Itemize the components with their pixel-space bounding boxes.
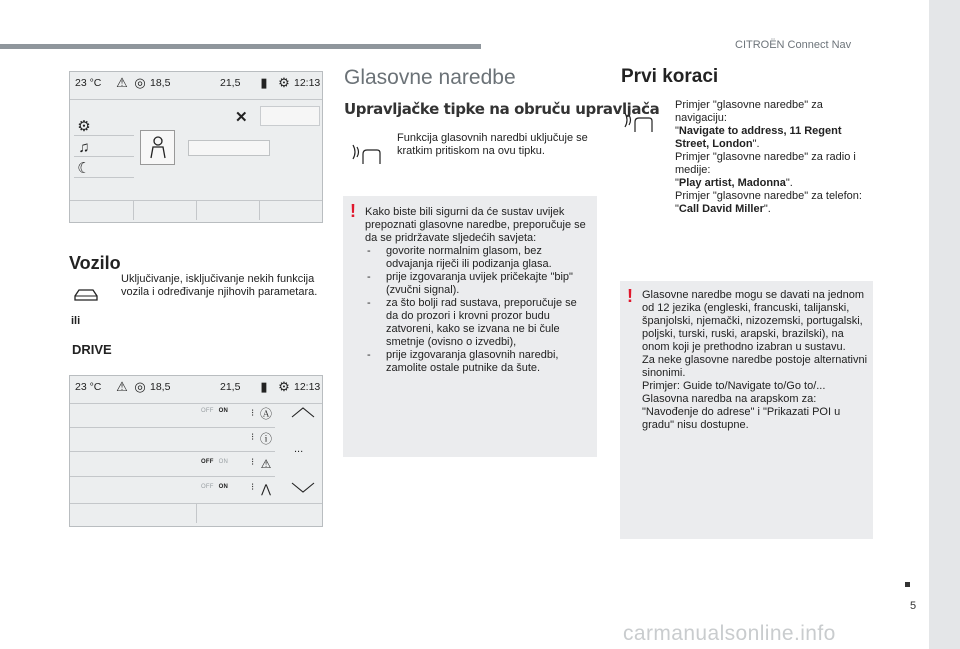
- toggle-off-label: OFF: [201, 484, 214, 490]
- status-value-2: 21,5: [220, 381, 241, 393]
- screen-vehicle-main: [69, 71, 323, 223]
- car-icon: [72, 287, 100, 311]
- divider: [70, 403, 322, 404]
- info-bar: [188, 140, 270, 156]
- toggle-row-1[interactable]: [201, 408, 228, 414]
- toggle-row-3[interactable]: [201, 484, 228, 490]
- divider: [196, 200, 197, 220]
- settings-icon: ⚙: [278, 75, 290, 90]
- voice-command-icon: [623, 108, 655, 134]
- example-navigation-label: Primjer "glasovne naredbe" za navigaciju:: [675, 99, 823, 124]
- status-bar: [70, 376, 322, 398]
- exclamation-icon: !: [350, 201, 356, 221]
- toggle-on-label: ON: [218, 484, 229, 490]
- command-text: Navigate to address, 11 Regent Street, London: [675, 125, 842, 150]
- exclamation-icon: !: [627, 286, 633, 306]
- screen-driving-functions: [69, 375, 323, 527]
- driver-icon: [141, 131, 176, 166]
- toggle-row-2[interactable]: [201, 459, 228, 465]
- car-tuning-icon[interactable]: ⚙: [77, 118, 91, 135]
- vozilo-description: Uključivanje, isključivanje nekih funkcija vozila i određivanje njihovih parametara.: [121, 273, 318, 298]
- toggle-off-label: OFF: [201, 408, 214, 414]
- languages-note: [620, 281, 873, 539]
- divider: [70, 99, 322, 100]
- voice-examples: [675, 99, 873, 216]
- tips-list: [365, 245, 591, 375]
- glasovne-heading: Glasovne naredbe: [344, 66, 516, 89]
- temperature: 23 °C: [75, 381, 102, 393]
- toggle-on-label: ON: [218, 408, 229, 414]
- watermark: carmanualsonline.info: [623, 622, 836, 645]
- status-value-1: 18,5: [150, 381, 171, 393]
- close-icon[interactable]: ✕: [235, 109, 248, 126]
- divider: [196, 503, 197, 523]
- divider: [133, 200, 134, 220]
- driver-profile-button[interactable]: [140, 130, 175, 165]
- command-text: Play artist, Madonna: [678, 177, 786, 189]
- example-phone-command: "Call David Miller".: [675, 203, 771, 215]
- page-number: 5: [910, 600, 917, 612]
- temperature: 23 °C: [75, 77, 102, 89]
- divider: [70, 427, 275, 428]
- divider: [74, 177, 134, 178]
- divider: [259, 200, 260, 220]
- chevron-up-icon[interactable]: [290, 406, 316, 421]
- example-phone-label: Primjer "glasovne naredbe" za telefon:: [675, 190, 862, 202]
- note-paragraph: Za neke glasovne naredbe postoje alternativni sinonimi.: [642, 354, 868, 379]
- navigation-icon: ◎: [134, 379, 146, 394]
- note-paragraph: Primjer: Guide to/Navigate to/Go to/...: [642, 380, 826, 392]
- divider: [74, 135, 134, 136]
- divider: [70, 476, 275, 477]
- more-dots-icon[interactable]: ⁝: [251, 457, 255, 468]
- example-radio-label: Primjer "glasovne naredbe" za radio i medije:: [675, 151, 856, 176]
- toggle-off-label: OFF: [201, 459, 214, 465]
- page-side-tab: [929, 0, 960, 649]
- or-label: ili: [71, 315, 81, 327]
- auto-function-icon[interactable]: Ⓐ: [259, 407, 272, 421]
- list-item: - govorite normalnim glasom, bez odvajanja riječi ili podizanja glasa.: [365, 245, 591, 271]
- phone-icon: ▮: [260, 75, 268, 90]
- navigation-icon: ◎: [134, 75, 146, 90]
- note-intro: Kako biste bili sigurni da će sustav uvijek prepoznati glasovne naredbe, preporučuje se da se pridržavate sljedećih savjeta:: [365, 206, 586, 244]
- settings-icon: ⚙: [278, 379, 290, 394]
- toggle-on-label: ON: [218, 459, 229, 465]
- divider: [70, 451, 275, 452]
- status-bar: [70, 72, 322, 94]
- warning-icon: ⚠: [116, 379, 128, 394]
- warning-icon: ⚠: [116, 75, 128, 90]
- chevron-down-icon[interactable]: [290, 482, 316, 497]
- page-marker: [905, 582, 910, 587]
- alert-icon[interactable]: ⚠: [260, 457, 272, 471]
- list-item: - prije izgovaranja glasovnih naredbi, zamolite ostale putnike da šute.: [365, 349, 591, 375]
- status-value-2: 21,5: [220, 77, 241, 89]
- more-dots-icon[interactable]: ⁝: [251, 432, 255, 443]
- clock: 12:13: [294, 77, 321, 89]
- status-value-1: 18,5: [150, 77, 171, 89]
- note-paragraph: Glasovna naredba na arapskom za: "Navođenje do adrese" i "Prikazati POI u gradu" nisu dostupne.: [642, 393, 841, 431]
- drive-label: DRIVE: [72, 342, 112, 357]
- header-rule: [0, 44, 481, 49]
- brand-header: CITROËN Connect Nav: [735, 39, 852, 51]
- note-paragraph: Glasovne naredbe mogu se davati na jednom od 12 jezika (engleski, francuski, talijanski, španjolski, njemački, nizozemski, portugalski, poljski, turski, ruski, arapski, brazilski), na onom koji je prethodno izabran u sustavu.: [642, 289, 864, 353]
- steering-wheel-subtitle: Upravljačke tipke na obruču upravljača: [344, 100, 660, 118]
- more-dots-icon[interactable]: ⁝: [251, 482, 255, 493]
- command-text: Call David Miller: [678, 203, 764, 215]
- list-item: - prije izgovaranja uvijek pričekajte "bip" (zvučni signal).: [365, 271, 591, 297]
- info-icon[interactable]: ⓘ: [259, 432, 272, 446]
- phone-icon: ▮: [260, 379, 268, 394]
- top-right-field[interactable]: [260, 106, 320, 126]
- list-item: - za što bolji rad sustava, preporučuje se da do prozori i krovni prozor budu zatvoreni, kako se izvana ne bi čule smetnje (ovisno o izvedbi),: [365, 297, 591, 349]
- example-radio-command: "Play artist, Madonna".: [675, 177, 793, 189]
- more-icon[interactable]: ...: [294, 443, 304, 455]
- section-title-prvi-koraci: Prvi koraci: [621, 66, 719, 87]
- voice-function-text: Funkcija glasovnih naredbi uključuje se kratkim pritiskom na ovu tipku.: [397, 132, 588, 157]
- clock: 12:13: [294, 381, 321, 393]
- ambience-icon[interactable]: ♫: [78, 139, 90, 156]
- lane-assist-icon[interactable]: ⋀: [261, 482, 271, 496]
- voice-tips-note: [343, 196, 597, 457]
- example-navigation-command: "Navigate to address, 11 Regent Street, London".: [675, 125, 842, 150]
- night-mode-icon[interactable]: ☾: [77, 160, 91, 177]
- more-dots-icon[interactable]: ⁝: [251, 408, 255, 419]
- divider: [74, 156, 134, 157]
- section-title-vozilo: Vozilo: [69, 253, 121, 273]
- voice-command-icon: [351, 140, 383, 166]
